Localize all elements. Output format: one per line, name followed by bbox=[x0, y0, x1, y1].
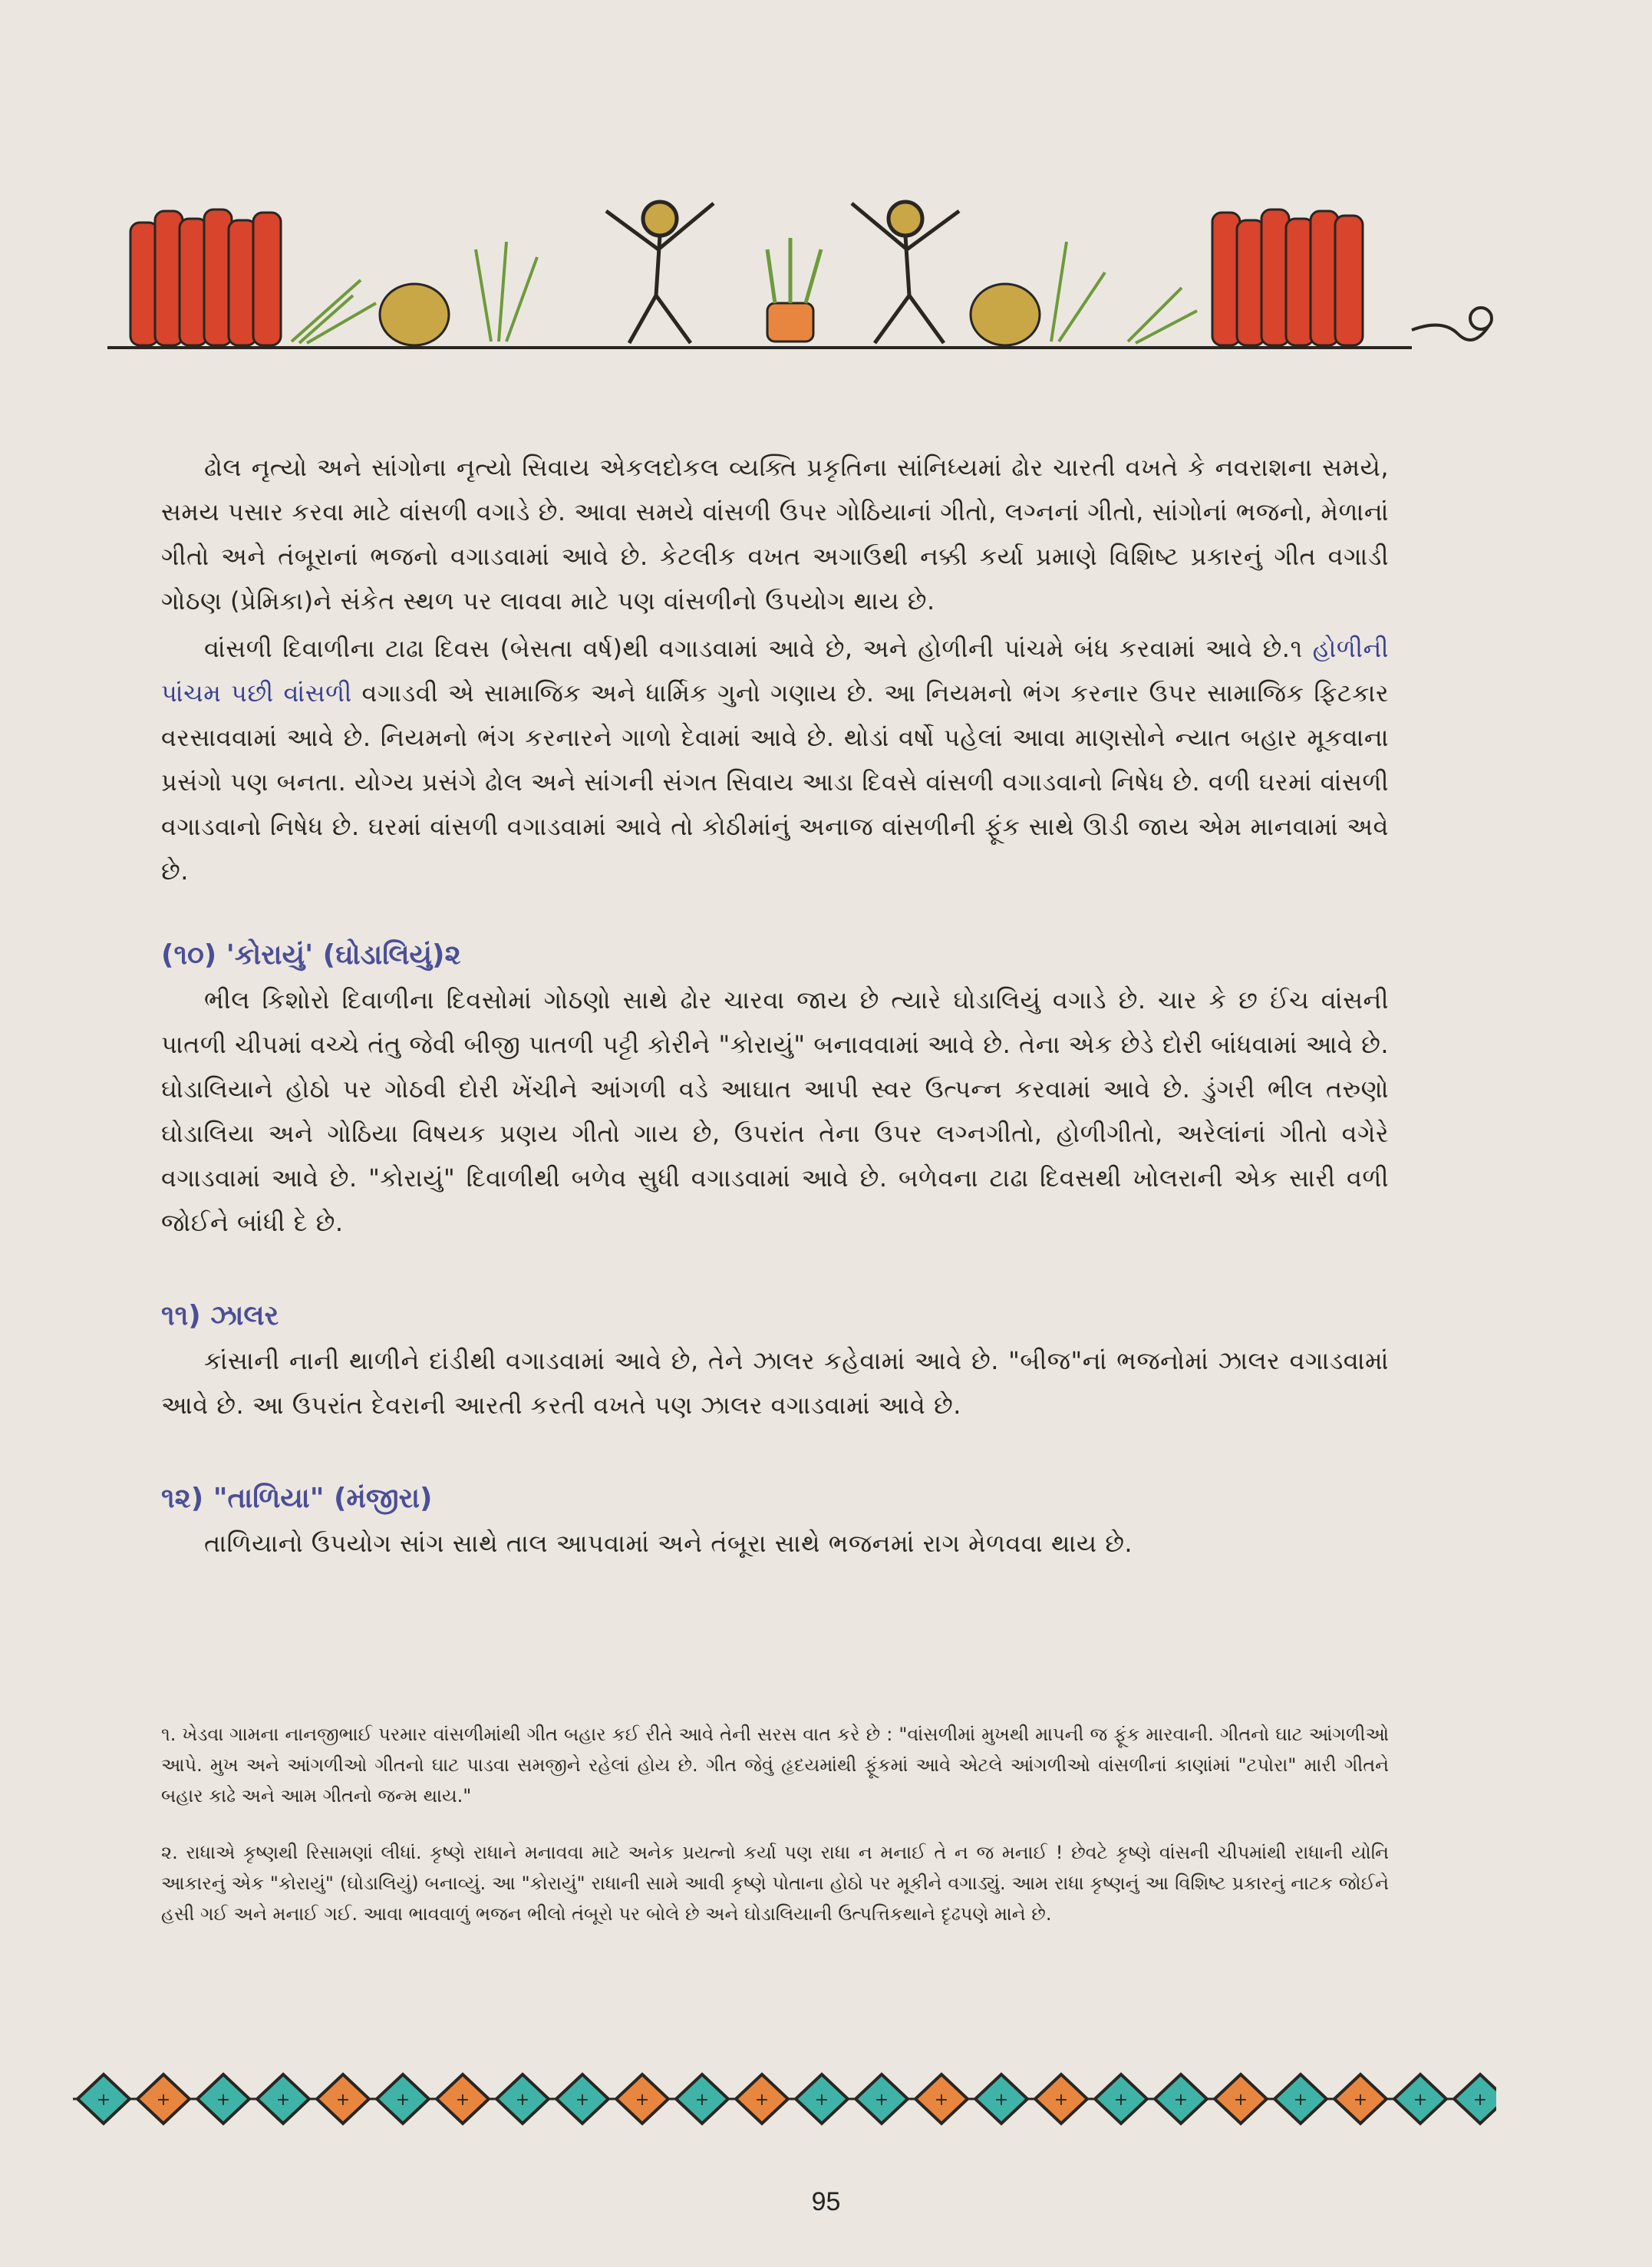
border-diamond-cross: + bbox=[515, 2090, 530, 2110]
paragraph-flute-season bbox=[161, 626, 1389, 893]
border-diamond-cross: + bbox=[1353, 2090, 1368, 2110]
footnotes bbox=[161, 1719, 1389, 1955]
bottom-diamond-border bbox=[73, 2064, 1496, 2133]
border-diamond-cross: + bbox=[934, 2090, 949, 2110]
border-diamond-cross: + bbox=[1113, 2090, 1129, 2110]
border-diamond-cross: + bbox=[1173, 2090, 1189, 2110]
border-diamond-cross: + bbox=[754, 2090, 770, 2110]
right-dancer-figure bbox=[852, 202, 959, 343]
right-pots-group bbox=[1212, 210, 1363, 345]
border-diamond-cross: + bbox=[874, 2090, 889, 2110]
footnote-2: ૨. રાધાએ કૃષ્ણથી રિસામણાં લીધાં. કૃષ્ણે રાધાને મનાવવા માટે અનેક પ્રયત્નો કર્યા પણ રાધા ન મનાઈ તે ન જ મનાઈ ! છેવટે કૃષ્ણે વાંસની ચીપમાંથી રાધાની યોનિ આકારનું એક "કોરાયું" (ઘોડાલિયું) બનાવ્યું. આ "કોરાયું" રાધાની સામે આવી કૃષ્ણે પોતાના હોઠો પર મૂકીને વગાડ્યું. આમ રાધા કૃષ્ણનું આ વિશિષ્ટ પ્રકારનું નાટક જોઈને હસી ગઈ અને મનાઈ ગઈ. આવા ભાવવાળું ભજન ભીલો તંબૂરો પર બોલે છે અને ઘોડાલિયાની ઉત્પત્તિકથાને દૃઢપણે માને છે. bbox=[161, 1842, 1389, 1925]
border-diamond-cross: + bbox=[455, 2090, 470, 2110]
border-diamond-cross: + bbox=[694, 2090, 710, 2110]
paragraph-taliya: તાળિયાનો ઉપયોગ સાંગ સાથે તાલ આપવામાં અને તંબૂરા સાથે ભજનમાં રાગ મેળવવા થાય છે. bbox=[204, 1529, 1133, 1558]
left-bird-figure bbox=[380, 284, 449, 345]
paragraph-flute-usage: ઢોલ નૃત્યો અને સાંગોના નૃત્યો સિવાય એકલદોકલ વ્યક્તિ પ્રકૃતિના સાંનિધ્યમાં ઢોર ચારતી વખતે કે નવરાશના સમયે, સમય પસાર કરવા માટે વાંસળી વગાડે છે. આવા સમયે વાંસળી ઉપર ગોઠિયાનાં ગીતો, લગ્નનાં ગીતો, સાંગોનાં ભજનો, મેળાનાં ગીતો અને તંબૂરાનાં ભજનો વગાડવામાં આવે છે. કેટલીક વખત અગાઉથી નક્કી કર્યા પ્રમાણે વિશિષ્ટ પ્રકારનું ગીત વગાડી ગોઠણ (પ્રેમિકા)ને સંકેત સ્થળ પર લાવવા માટે પણ વાંસળીનો ઉપયોગ થાય છે. bbox=[161, 453, 1389, 615]
border-diamond-cross: + bbox=[814, 2090, 829, 2110]
border-diamond-cross: + bbox=[335, 2090, 351, 2110]
body-content bbox=[161, 445, 1389, 1566]
border-diamond-cross: + bbox=[395, 2090, 411, 2110]
paragraph-jhalar: કાંસાની નાની થાળીને દાંડીથી વગાડવામાં આવે છે, તેને ઝાલર કહેવામાં આવે છે. "બીજ"નાં ભજનોમાં ઝાલર વગાડવામાં આવે છે. આ ઉપરાંત દેવરાની આરતી કરતી વખતે પણ ઝાલર વગાડવામાં આવે છે. bbox=[161, 1346, 1389, 1420]
section-heading-11: ૧૧) ઝાલર bbox=[161, 1300, 279, 1331]
section-heading-12: ૧૨) "તાળિયા" (મંજીરા) bbox=[161, 1483, 433, 1514]
border-diamond-cross: + bbox=[1293, 2090, 1308, 2110]
left-dancer-figure bbox=[606, 202, 714, 343]
border-diamond-cross: + bbox=[96, 2090, 111, 2110]
border-diamond-cross: + bbox=[1472, 2090, 1488, 2110]
center-plant-pot bbox=[767, 238, 821, 342]
border-diamond-cross: + bbox=[994, 2090, 1009, 2110]
paragraph-koraayu: ભીલ કિશોરો દિવાળીના દિવસોમાં ગોઠણો સાથે ઢોર ચારવા જાય છે ત્યારે ઘોડાલિયું વગાડે છે. ચાર કે છ ઈંચ વાંસની પાતળી ચીપમાં વચ્ચે તંતુ જેવી બીજી પાતળી પટ્ટી કોરીને "કોરાયું" બનાવવામાં આવે છે. તેના એક છેડે દોરી બાંધવામાં આવે છે. ઘોડાલિયાને હોઠો પર ગોઠવી દોરી ખેંચીને આંગળી વડે આઘાત આપી સ્વર ઉત્પન્ન કરવામાં આવે છે. ડુંગરી ભીલ તરુણો ઘોડાલિયા અને ગોઠિયા વિષયક પ્રણય ગીતો ગાય છે, ઉપરાંત તેના ઉપર લગ્નગીતો, હોળીગીતો, અરેલાંનાં ગીતો વગેરે વગાડવામાં આવે છે. "કોરાયું" દિવાળીથી બળેવ સુધી વગાડવામાં આવે છે. બળેવના ટાઢા દિવસથી ખોલરાની એક સારી વળી જોઈને બાંધી દે છે. bbox=[161, 985, 1389, 1237]
top-banner-illustration bbox=[107, 165, 1504, 365]
border-diamond-cross: + bbox=[1233, 2090, 1248, 2110]
spiral-circle bbox=[1470, 308, 1492, 329]
border-diamond-cross: + bbox=[216, 2090, 231, 2110]
border-diamond-cross: + bbox=[575, 2090, 590, 2110]
paragraph-flute-season-start: વાંસળી દિવાળીના ટાઢા દિવસ (બેસતા વર્ષ)થી વગાડવામાં આવે છે, અને હોળીની પાંચમે બંધ કરવામાં આવે છે.૧ bbox=[204, 634, 1313, 663]
border-diamond-cross: + bbox=[1054, 2090, 1069, 2110]
border-diamond-cross: + bbox=[275, 2090, 291, 2110]
border-diamond-cross: + bbox=[1413, 2090, 1428, 2110]
highlighted-phrase: હોળીની પાંચમ પછી વાંસળી bbox=[161, 634, 1389, 708]
border-diamond-cross: + bbox=[156, 2090, 171, 2110]
border-diamond-cross: + bbox=[635, 2090, 650, 2110]
left-pots-group bbox=[130, 210, 281, 345]
right-bird-figure bbox=[971, 284, 1040, 345]
paragraph-flute-season-rest: વગાડવી એ સામાજિક અને ધાર્મિક ગુનો ગણાય છે. આ નિયમનો ભંગ કરનાર ઉપર સામાજિક ફિટકાર વરસાવવામાં આવે છે. નિયમનો ભંગ કરનારને ગાળો દેવામાં આવે છે. થોડાં વર્ષો પહેલાં આવા માણસોને ન્યાત બહાર મૂકવાના પ્રસંગો પણ બનતા. યોગ્ય પ્રસંગે ઢોલ અને સાંગની સંગત સિવાય આડા દિવસે વાંસળી વગાડવાનો નિષેધ છે. વળી ઘરમાં વાંસળી વગાડવાનો નિષેધ છે. ઘરમાં વાંસળી વગાડવામાં આવે તો કોઠીમાંનું અનાજ વાંસળીની ફૂંક સાથે ઊડી જાય એમ માનવામાં અવે છે. bbox=[161, 678, 1390, 886]
page-number: 95 bbox=[811, 2187, 841, 2216]
section-heading-10: (૧૦) 'કોરાયું' (ઘોડાલિયું)૨ bbox=[161, 939, 461, 971]
right-plants-group bbox=[1051, 242, 1197, 343]
footnote-1: ૧. ખેડવા ગામના નાનજીભાઈ પરમાર વાંસળીમાંથી ગીત બહાર કઈ રીતે આવે તેની સરસ વાત કરે છે : "વાંસળીમાં મુખથી માપની જ ફૂંક મારવાની. ગીતનો ઘાટ આંગળીઓ આપે. મુખ અને આંગળીઓ ગીતનો ઘાટ પાડવા સમજીને રહેલાં હોય છે. ગીત જેવું હૃદયમાંથી ફૂંકમાં આવે એટલે આંગળીઓ વાંસળીનાં કાણાંમાં "ટપોરા" મારી ગીતને બહાર કાઢે અને આમ ગીતનો જન્મ થાય." bbox=[161, 1724, 1389, 1807]
